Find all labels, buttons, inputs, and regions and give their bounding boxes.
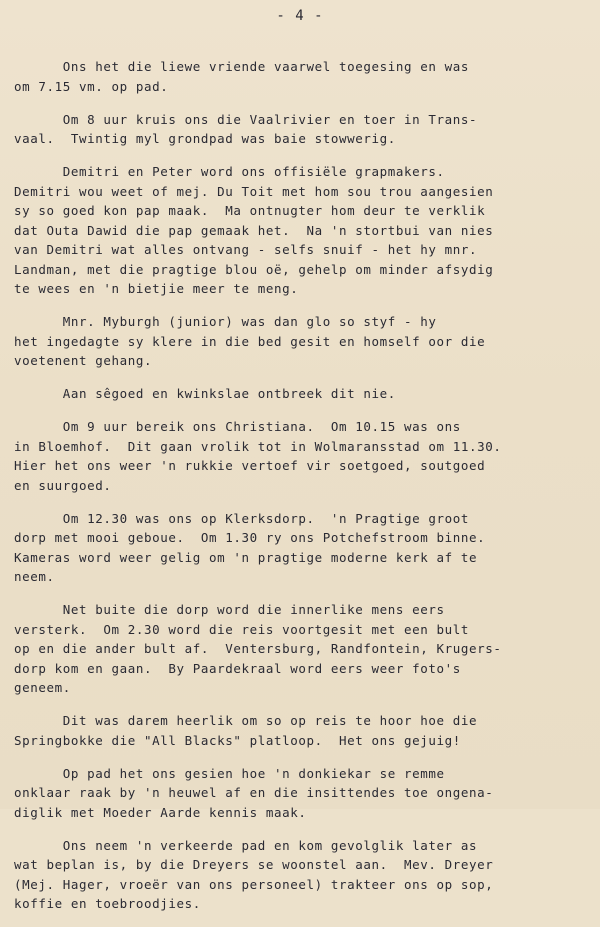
text-line: Dit was darem heerlik om so op reis te hoor hoe die: [14, 713, 478, 728]
text-line: Demitri en Peter word ons offisiële grapmakers.: [14, 164, 445, 179]
text-line: Demitri wou weet of mej. Du Toit met hom sou trou aangesien: [14, 183, 494, 199]
text-line: Landman, met die pragtige blou oë, gehelp om minder afsydig: [14, 261, 494, 277]
text-line: Om 8 uur kruis ons die Vaalrivier en toer in Trans-: [14, 111, 478, 127]
text-line: dorp met mooi geboue. Om 1.30 ry ons Potchefstroom binne.: [14, 530, 486, 545]
text-line: Mnr. Myburgh (junior) was dan glo so styf - hy: [14, 314, 437, 329]
paragraph: [14, 836, 594, 914]
paragraph: [14, 57, 594, 96]
text-line: sy so goed kon pap maak. Ma ontnugter hom deur te verklik: [14, 203, 486, 218]
text-line: in Bloemhof. Dit gaan vrolik tot in Wolmaransstad om 11.30.: [14, 438, 502, 454]
text-line: Op pad het ons gesien hoe 'n donkiekar se remme: [14, 765, 445, 781]
body-text: [14, 57, 594, 927]
paragraph: [14, 417, 594, 495]
paragraph: [14, 764, 594, 823]
text-line: Springbokke die "All Blacks" platloop. Het ons gejuig!: [14, 732, 461, 748]
paragraph: [14, 384, 594, 404]
text-line: neem.: [14, 569, 55, 584]
text-line: geneem.: [14, 680, 71, 695]
paragraph: [14, 509, 594, 587]
paragraph: [14, 711, 594, 750]
text-line: onklaar raak by 'n heuwel af en die insittendes toe ongena-: [14, 785, 494, 800]
paragraph: [14, 312, 594, 371]
text-line: dat Outa Dawid die pap gemaak het. Na 'n stortbui van nies: [14, 222, 494, 238]
text-line: het ingedagte sy klere in die bed gesit en homself oor die: [14, 333, 486, 349]
text-line: Ons het die liewe vriende vaarwel toegesing en was: [14, 59, 470, 74]
text-line: (Mej. Hager, vroeër van ons personeel) trakteer ons op sop,: [14, 876, 494, 892]
text-line: vaal. Twintig myl grondpad was baie stowwerig.: [14, 131, 396, 146]
text-line: diglik met Moeder Aarde kennis maak.: [14, 804, 307, 820]
text-line: om 7.15 vm. op pad.: [14, 78, 169, 94]
text-line: op en die ander bult af. Ventersburg, Randfontein, Krugers-: [14, 641, 502, 656]
text-line: van Demitri wat alles ontvang - selfs snuif - het hy mnr.: [14, 242, 478, 257]
text-line: koffie en toebroodjies.: [14, 896, 201, 911]
text-line: en suurgoed.: [14, 477, 112, 493]
text-line: Kameras word weer gelig om 'n pragtige moderne kerk af te: [14, 549, 478, 565]
text-line: te wees en 'n bietjie meer te meng.: [14, 281, 299, 296]
text-line: Hier het ons weer 'n rukkie vertoef vir soetgoed, soutgoed: [14, 458, 486, 473]
text-line: Aan sêgoed en kwinkslae ontbreek dit nie.: [14, 386, 396, 401]
text-line: Net buite die dorp word die innerlike mens eers: [14, 602, 445, 617]
text-line: dorp kom en gaan. By Paardekraal word eers weer foto's: [14, 660, 461, 676]
text-line: Om 9 uur bereik ons Christiana. Om 10.15 was ons: [14, 419, 461, 434]
paragraph: [14, 162, 594, 299]
text-line: wat beplan is, by die Dreyers se woonstel aan. Mev. Dreyer: [14, 857, 494, 872]
paragraph: [14, 600, 594, 698]
paragraph: [14, 110, 594, 149]
text-line: Om 12.30 was ons op Klerksdorp. 'n Pragtige groot: [14, 510, 470, 526]
text-line: versterk. Om 2.30 word die reis voortgesit met een bult: [14, 621, 470, 637]
page-number: - 4 -: [276, 8, 324, 24]
text-line: Ons neem 'n verkeerde pad en kom gevolglik later as: [14, 837, 478, 853]
text-line: voetenent gehang.: [14, 353, 153, 368]
